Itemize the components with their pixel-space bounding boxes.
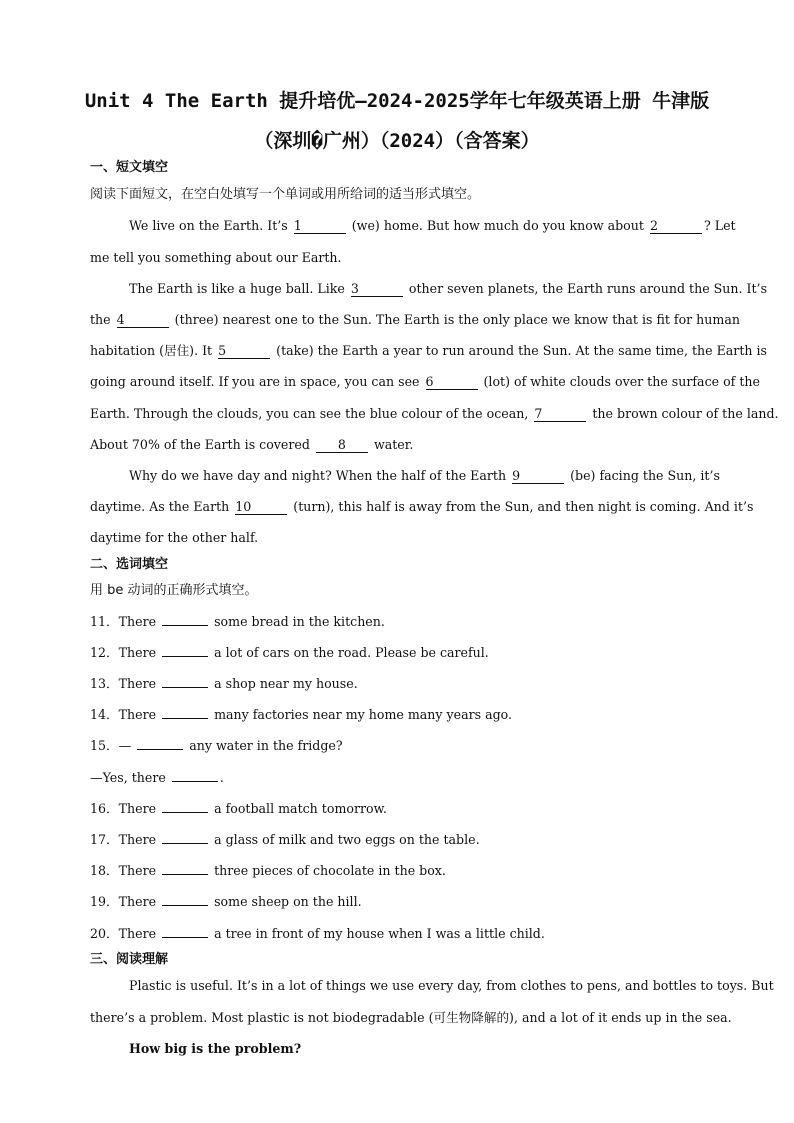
blank-10[interactable]: 10 xyxy=(235,500,287,515)
question-item: 16．There a football match tomorrow. xyxy=(90,801,387,816)
question-item: 13．There a shop near my house. xyxy=(90,676,358,691)
blank-4[interactable]: 4 xyxy=(117,313,169,328)
passage-line: Plastic is useful. It’s in a lot of things we use every day, from clothes to pens, and bottles to toys. But xyxy=(129,978,774,993)
answer-blank[interactable] xyxy=(162,718,208,719)
answer-blank[interactable] xyxy=(137,749,183,750)
blank-3[interactable]: 3 xyxy=(351,282,403,297)
section-2-instruction: 用 be 动词的正确形式填空。 xyxy=(90,583,258,598)
question-item: 20．There a tree in front of my house when I was a little child. xyxy=(90,926,545,941)
section-1-instruction: 阅读下面短文，在空白处填写一个单词或用所给词的适当形式填空。 xyxy=(90,187,481,202)
section-3-heading: 三、阅读理解 xyxy=(90,952,169,967)
blank-8[interactable]: 8 xyxy=(316,438,368,453)
answer-blank[interactable] xyxy=(162,874,208,875)
answer-blank[interactable] xyxy=(172,781,218,782)
passage-line: there’s a problem. Most plastic is not biodegradable (可生物降解的), and a lot of it ends up in the sea. xyxy=(90,1010,732,1025)
blank-5[interactable]: 5 xyxy=(218,344,270,359)
answer-blank[interactable] xyxy=(162,625,208,626)
passage-line: daytime for the other half. xyxy=(90,530,259,545)
passage-line: The Earth is like a huge ball. Like 3 other seven planets, the Earth runs around the Sun. It’s xyxy=(129,281,768,296)
blank-6[interactable]: 6 xyxy=(426,375,478,390)
question-item: 15．— any water in the fridge? xyxy=(90,738,343,753)
question-item: —Yes, there . xyxy=(90,770,224,785)
blank-9[interactable]: 9 xyxy=(512,469,564,484)
passage-line: habitation (居住). It 5 (take) the Earth a year to run around the Sun. At the same time, the Earth is xyxy=(90,343,767,358)
passage-line: We live on the Earth. It’s 1 (we) home. But how much do you know about 2 ? Let xyxy=(129,218,736,233)
passage-line: daytime. As the Earth 10 (turn), this half is away from the Sun, and then night is coming. And it’s xyxy=(90,499,754,514)
blank-7[interactable]: 7 xyxy=(534,407,586,422)
passage-line: Earth. Through the clouds, you can see the blue colour of the ocean, 7 the brown colour of the land. xyxy=(90,406,779,421)
document-title-line-2: （深圳�广州）（2024）（含答案） xyxy=(254,130,540,152)
passage-line: me tell you something about our Earth. xyxy=(90,250,342,265)
question-item: 12．There a lot of cars on the road. Please be careful. xyxy=(90,645,489,660)
passage-line: the 4 (three) nearest one to the Sun. The Earth is the only place we know that is fit for human xyxy=(90,312,740,327)
answer-blank[interactable] xyxy=(162,843,208,844)
section-2-heading: 二、选词填空 xyxy=(90,557,169,572)
passage-line: About 70% of the Earth is covered 8 water. xyxy=(90,437,414,452)
answer-blank[interactable] xyxy=(162,687,208,688)
question-item: 18．There three pieces of chocolate in the box. xyxy=(90,863,446,878)
section-1-heading: 一、短文填空 xyxy=(90,160,169,175)
question-item: 11．There some bread in the kitchen. xyxy=(90,614,385,629)
question-item: 19．There some sheep on the hill. xyxy=(90,894,362,909)
document-title-line-1: Unit 4 The Earth 提升培优—2024-2025学年七年级英语上册 牛津版 xyxy=(84,90,710,112)
answer-blank[interactable] xyxy=(162,812,208,813)
passage-subheading: How big is the problem? xyxy=(129,1041,302,1056)
answer-blank[interactable] xyxy=(162,656,208,657)
question-item: 14．There many factories near my home many years ago. xyxy=(90,707,513,722)
blank-1[interactable]: 1 xyxy=(294,219,346,234)
answer-blank[interactable] xyxy=(162,905,208,906)
passage-line: going around itself. If you are in space, you can see 6 (lot) of white clouds over the surface of the xyxy=(90,374,760,389)
question-item: 17．There a glass of milk and two eggs on the table. xyxy=(90,832,480,847)
answer-blank[interactable] xyxy=(162,937,208,938)
blank-2[interactable]: 2 xyxy=(650,219,702,234)
passage-line: Why do we have day and night? When the half of the Earth 9 (be) facing the Sun, it’s xyxy=(129,468,720,483)
